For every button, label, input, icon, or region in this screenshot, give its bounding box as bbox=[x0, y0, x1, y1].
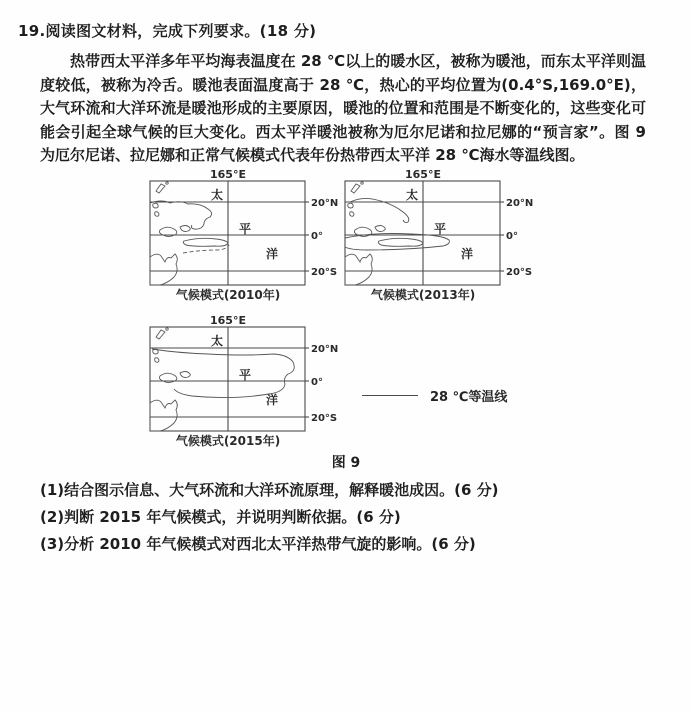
ocean-char-tai: 太 bbox=[405, 188, 419, 202]
question-header: 19.阅读图文材料，完成下列要求。(18 分) bbox=[18, 22, 317, 40]
coastline bbox=[150, 182, 228, 285]
ocean-char-tai: 太 bbox=[210, 334, 224, 348]
map-caption: 气候模式(2015年) bbox=[175, 434, 281, 448]
ocean-char-yang: 洋 bbox=[265, 247, 279, 261]
isotherm-legend bbox=[362, 386, 507, 405]
map-2013 bbox=[343, 168, 543, 314]
question-3: (3)分析 2010 年气候模式对西北太平洋热带气旋的影响。(6 分) bbox=[40, 535, 476, 554]
question-2: (2)判断 2015 年气候模式，并说明判断依据。(6 分) bbox=[40, 508, 401, 527]
isotherm-line-sample bbox=[362, 395, 418, 396]
figure-number-label: 图 9 bbox=[331, 455, 361, 471]
map-2015 bbox=[148, 314, 348, 460]
lat-label-20s: 20°S bbox=[506, 267, 533, 278]
lat-label-20n: 20°N bbox=[311, 344, 339, 355]
lat-label-eq: 0° bbox=[506, 231, 518, 242]
lat-label-20n: 20°N bbox=[506, 198, 534, 209]
map-frame bbox=[345, 181, 500, 285]
meridian-label: 165°E bbox=[210, 314, 246, 327]
isotherm-legend-label: 28 ℃等温线 bbox=[430, 390, 508, 405]
stimulus-paragraph: 热带西太平洋多年平均海表温度在 28 ℃以上的暖水区，被称为暖池，而东太平洋则温度较低，被称为冷舌。暖池表面温度高于 28 ℃，热心的平均位置为(0.4°S,169.0°E)，大气环流和大洋环流是暖池形成的主要原因，暖池的位置和范围是不断变化的，这些变化可能会引起全球气候的巨大变化。西太平洋暖池被称为厄尔尼诺和拉尼娜的“预言家”。图 9 为厄尔尼诺、拉尼娜和正常气候模式代表年份热带西太平洋 28 ℃海水等温线图。 bbox=[40, 52, 646, 165]
lat-label-eq: 0° bbox=[311, 231, 323, 242]
map-frame bbox=[150, 327, 305, 431]
map-frame bbox=[150, 181, 305, 285]
ocean-char-ping: 平 bbox=[238, 368, 252, 382]
lat-label-20n: 20°N bbox=[311, 198, 339, 209]
map-2010 bbox=[148, 168, 348, 314]
question-1: (1)结合图示信息、大气环流和大洋环流原理，解释暖池成因。(6 分) bbox=[40, 481, 499, 499]
ocean-char-ping: 平 bbox=[433, 222, 447, 236]
isotherm-28c-2015 bbox=[152, 349, 294, 398]
ocean-char-yang: 洋 bbox=[460, 247, 474, 261]
ocean-char-ping: 平 bbox=[238, 222, 252, 236]
lat-label-20s: 20°S bbox=[311, 413, 338, 424]
lat-label-eq: 0° bbox=[311, 377, 323, 388]
isotherm-28c-2010 bbox=[150, 201, 229, 253]
isotherm-28c-2013 bbox=[345, 198, 449, 250]
coastline bbox=[150, 328, 190, 431]
lat-label-20s: 20°S bbox=[311, 267, 338, 278]
map-caption: 气候模式(2013年) bbox=[370, 288, 476, 302]
coastline bbox=[345, 182, 423, 285]
map-caption: 气候模式(2010年) bbox=[175, 288, 281, 302]
meridian-label: 165°E bbox=[210, 168, 246, 181]
ocean-char-yang: 洋 bbox=[265, 393, 279, 407]
meridian-label: 165°E bbox=[405, 168, 441, 181]
ocean-char-tai: 太 bbox=[210, 188, 224, 202]
sub-questions bbox=[40, 477, 660, 559]
